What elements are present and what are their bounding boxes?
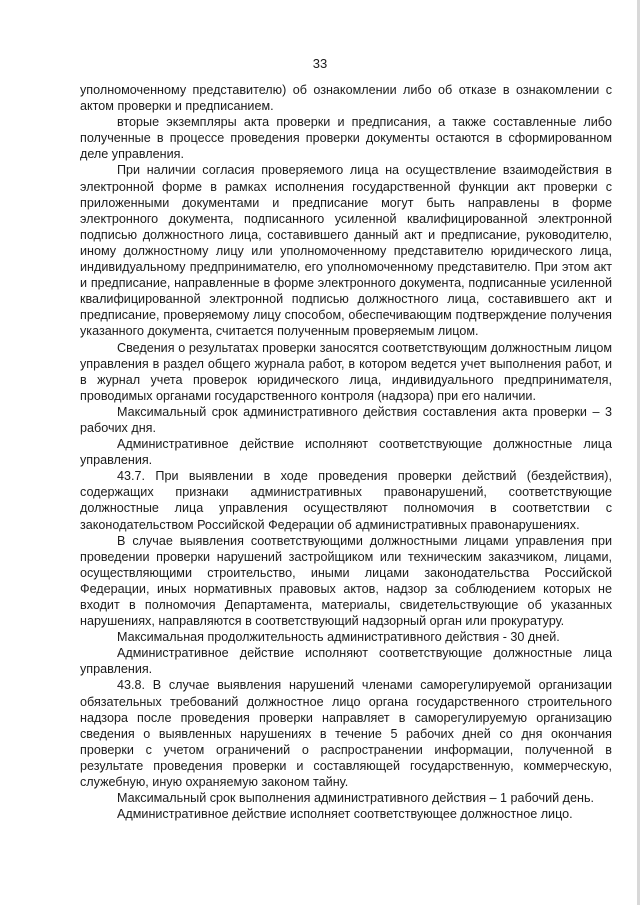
paragraph-continuation: уполномоченному представителю) об ознакомлении либо об отказе в ознакомлении с актом проверки и предписанием. — [80, 83, 612, 114]
paragraph-43-8: 43.8. В случае выявления нарушений членами саморегулируемой организации обязательных требований должностное лицо органа государственного строительного надзора после проведения проверки направляет в саморегулируемую организацию сведения о выявленных нарушениях в течение 5 рабочих дней со дня окончания проверки с учетом ограничений о распространении информации, полученной в результате проведения проверки и составляющей государственную, коммерческую, служебную, иную охраняемую законом тайну. — [80, 678, 612, 790]
paragraph-max-term-action: Максимальный срок выполнения административного действия – 1 рабочий день. — [117, 791, 595, 806]
paragraph-43-7: 43.7. При выявлении в ходе проведения проверки действий (бездействия), содержащих признаки административных правонарушений, соответствующие должностные лица управления осуществляют полномочия в соответствии с законодательством Российской Федерации об административных правонарушениях. — [80, 469, 612, 532]
paragraph-executors-2: Административное действие исполняют соответствующие должностные лица управления. — [80, 646, 612, 677]
paragraph-max-term-act: Максимальный срок административного действия составления акта проверки – 3 рабочих дня. — [80, 404, 612, 435]
paragraph-executors-1: Административное действие исполняют соответствующие должностные лица управления. — [80, 437, 612, 468]
paragraph-violations-referral: В случае выявления соответствующими должностными лицами управления при проведении проверки нарушений застройщиком или техническим заказчиком, лицами, осуществляющими строительство, иными лицами законодательства Российской Федерации, иных нормативных правовых актов, надзор за соблюдением которых не входит в полномочия Департамента, материалы, свидетельствующие об указанных нарушениях, направляются в соответствующий надзорный орган или прокуратуру. — [80, 533, 612, 629]
paragraph-executor-final: Административное действие исполняет соответствующее должностное лицо. — [117, 807, 573, 822]
page-number: 33 — [312, 56, 328, 71]
paragraph-electronic-form: При наличии согласия проверяемого лица на осуществление взаимодействия в электронной форме в рамках исполнения государственной функции акт проверки с приложенными документами и предписание могут быть направлены в форме электронного документа, подписанного усиленной квалифицированной электронной подписью должностного лица, составившего данный акт и предписание, руководителю, иному должностному лицу или уполномоченному представителю юридического лица, индивидуальному предпринимателю, его уполномоченному представителю. При этом акт и предписание, направленные в форме электронного документа, подписанные усиленной квалифицированной электронной подписью должностного лица, составившего акт и предписание, проверяемому лицу способом, обеспечивающим подтверждение получения указанного документа, считается полученным проверяемым лицом. — [80, 163, 612, 339]
paragraph-document-copies: вторые экземпляры акта проверки и предписания, а также составленные либо полученные в процессе проведения проверки документы остаются в сформированном деле управления. — [80, 115, 612, 162]
paragraph-max-duration: Максимальная продолжительность административного действия - 30 дней. — [117, 630, 560, 645]
paragraph-inspection-results: Сведения о результатах проверки заносятся соответствующим должностным лицом управления в раздел общего журнала работ, в котором ведется учет выполнения работ, и в журнал учета проверок юридического лица, индивидуального предпринимателя, проводимых органами государственного контроля (надзора) при его наличии. — [80, 340, 612, 403]
document-body — [80, 82, 612, 822]
